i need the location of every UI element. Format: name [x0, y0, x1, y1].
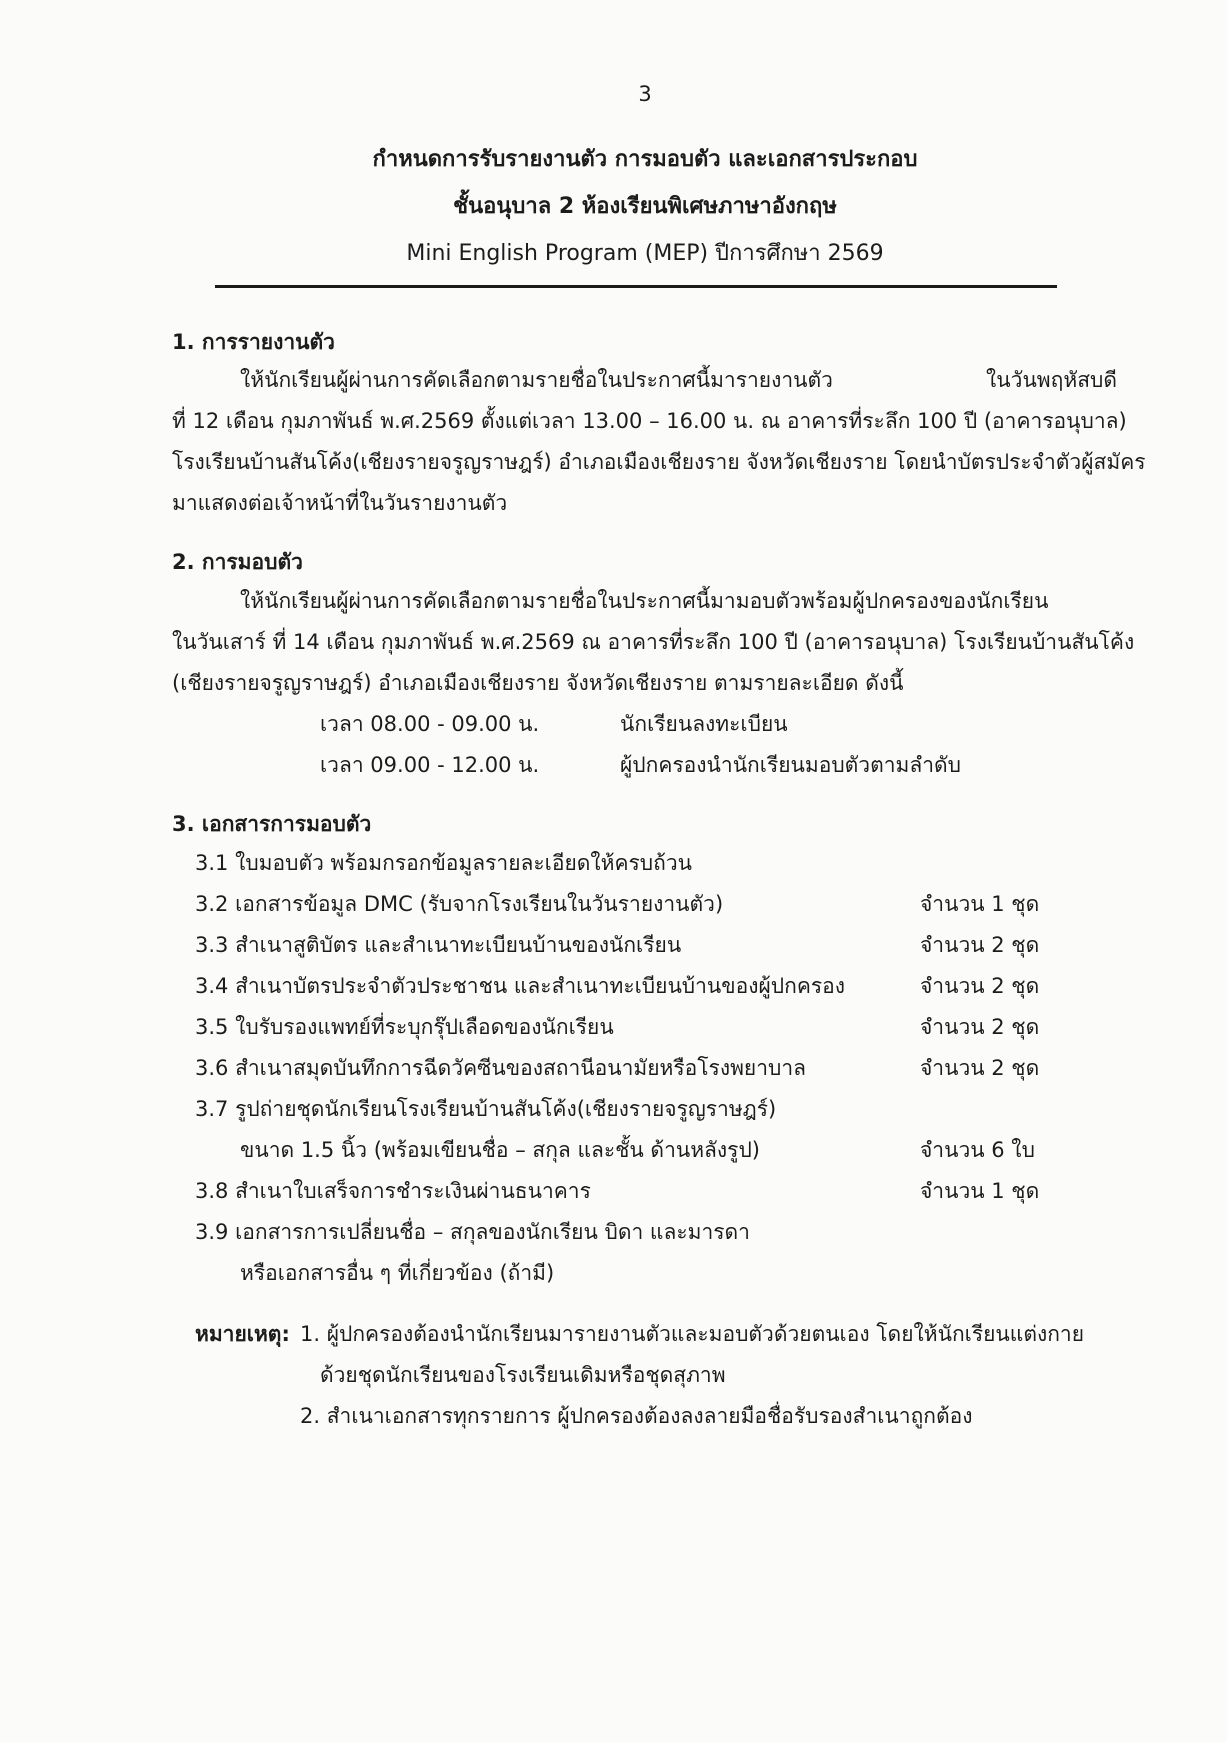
- notes-label: หมายเหตุ:: [195, 1322, 290, 1346]
- document-item-quantity: จำนวน 6 ใบ: [920, 1138, 1035, 1162]
- document-item-label: 3.2 เอกสารข้อมูล DMC (รับจากโรงเรียนในวันรายงานตัว): [195, 892, 724, 916]
- page-number: 3: [638, 82, 652, 106]
- title-line-3: Mini English Program (MEP) ปีการศึกษา 2569: [406, 241, 884, 266]
- section-3-heading: 3. เอกสารการมอบตัว: [172, 812, 372, 836]
- document-item-label: ขนาด 1.5 นิ้ว (พร้อมเขียนชื่อ – สกุล และชั้น ด้านหลังรูป): [240, 1138, 760, 1162]
- document-item-label: 3.6 สำเนาสมุดบันทึกการฉีดวัคซีนของสถานีอนามัยหรือโรงพยาบาล: [195, 1056, 807, 1080]
- section-1-line: โรงเรียนบ้านสันโค้ง(เชียงรายจรูญราษฎร์) อำเภอเมืองเชียงราย จังหวัดเชียงราย โดยนำบัตรประจำตัวผู้สมัคร: [172, 450, 1146, 474]
- title-line-2: ชั้นอนุบาล 2 ห้องเรียนพิเศษภาษาอังกฤษ: [453, 194, 837, 219]
- document-item-label: 3.4 สำเนาบัตรประจำตัวประชาชน และสำเนาทะเบียนบ้านของผู้ปกครอง: [195, 974, 846, 998]
- section-1-line: ที่ 12 เดือน กุมภาพันธ์ พ.ศ.2569 ตั้งแต่เวลา 13.00 – 16.00 น. ณ อาคารที่ระลึก 100 ปี (อาคารอนุบาล): [172, 409, 1127, 433]
- title-divider: [215, 285, 1057, 288]
- document-item-label: 3.8 สำเนาใบเสร็จการชำระเงินผ่านธนาคาร: [195, 1179, 591, 1203]
- document-item-quantity: จำนวน 2 ชุด: [920, 1056, 1040, 1080]
- section-2-line: ในวันเสาร์ ที่ 14 เดือน กุมภาพันธ์ พ.ศ.2569 ณ อาคารที่ระลึก 100 ปี (อาคารอนุบาล) โรงเรียนบ้านสันโค้ง: [172, 630, 1135, 654]
- document-item-quantity: จำนวน 2 ชุด: [920, 1015, 1040, 1039]
- note-line: 1. ผู้ปกครองต้องนำนักเรียนมารายงานตัวและมอบตัวด้วยตนเอง โดยให้นักเรียนแต่งกาย: [300, 1322, 1085, 1346]
- schedule-description: ผู้ปกครองนำนักเรียนมอบตัวตามลำดับ: [620, 753, 961, 777]
- section-2-heading: 2. การมอบตัว: [172, 550, 303, 574]
- document-item-label: หรือเอกสารอื่น ๆ ที่เกี่ยวข้อง (ถ้ามี): [240, 1261, 555, 1285]
- section-2-line: ให้นักเรียนผู้ผ่านการคัดเลือกตามรายชื่อในประกาศนี้มามอบตัวพร้อมผู้ปกครองของนักเรียน: [240, 589, 1049, 613]
- schedule-time: เวลา 09.00 - 12.00 น.: [320, 753, 540, 777]
- note-line: 2. สำเนาเอกสารทุกรายการ ผู้ปกครองต้องลงลายมือชื่อรับรองสำเนาถูกต้อง: [300, 1404, 973, 1428]
- document-item-label: 3.7 รูปถ่ายชุดนักเรียนโรงเรียนบ้านสันโค้ง(เชียงรายจรูญราษฎร์): [195, 1097, 777, 1121]
- document-item-quantity: จำนวน 1 ชุด: [920, 892, 1040, 916]
- note-line: ด้วยชุดนักเรียนของโรงเรียนเดิมหรือชุดสุภาพ: [320, 1363, 726, 1387]
- schedule-description: นักเรียนลงทะเบียน: [620, 712, 788, 736]
- section-1-line: มาแสดงต่อเจ้าหน้าที่ในวันรายงานตัว: [172, 491, 508, 515]
- document-item-quantity: จำนวน 2 ชุด: [920, 933, 1040, 957]
- document-item-quantity: จำนวน 2 ชุด: [920, 974, 1040, 998]
- section-1-line: ให้นักเรียนผู้ผ่านการคัดเลือกตามรายชื่อในประกาศนี้มารายงานตัว ในวันพฤหัสบดี: [240, 368, 1117, 392]
- document-item-label: 3.5 ใบรับรองแพทย์ที่ระบุกรุ๊ปเลือดของนักเรียน: [195, 1015, 614, 1039]
- document-item-label: 3.1 ใบมอบตัว พร้อมกรอกข้อมูลรายละเอียดให้ครบถ้วน: [195, 851, 692, 875]
- title-line-1: กำหนดการรับรายงานตัว การมอบตัว และเอกสารประกอบ: [372, 147, 918, 172]
- section-1-heading: 1. การรายงานตัว: [172, 330, 335, 354]
- schedule-time: เวลา 08.00 - 09.00 น.: [320, 712, 540, 736]
- document-item-label: 3.3 สำเนาสูติบัตร และสำเนาทะเบียนบ้านของนักเรียน: [195, 933, 682, 957]
- document-item-label: 3.9 เอกสารการเปลี่ยนชื่อ – สกุลของนักเรียน บิดา และมารดา: [195, 1220, 750, 1244]
- section-2-line: (เชียงรายจรูญราษฎร์) อำเภอเมืองเชียงราย จังหวัดเชียงราย ตามรายละเอียด ดังนี้: [172, 671, 904, 695]
- document-item-quantity: จำนวน 1 ชุด: [920, 1179, 1040, 1203]
